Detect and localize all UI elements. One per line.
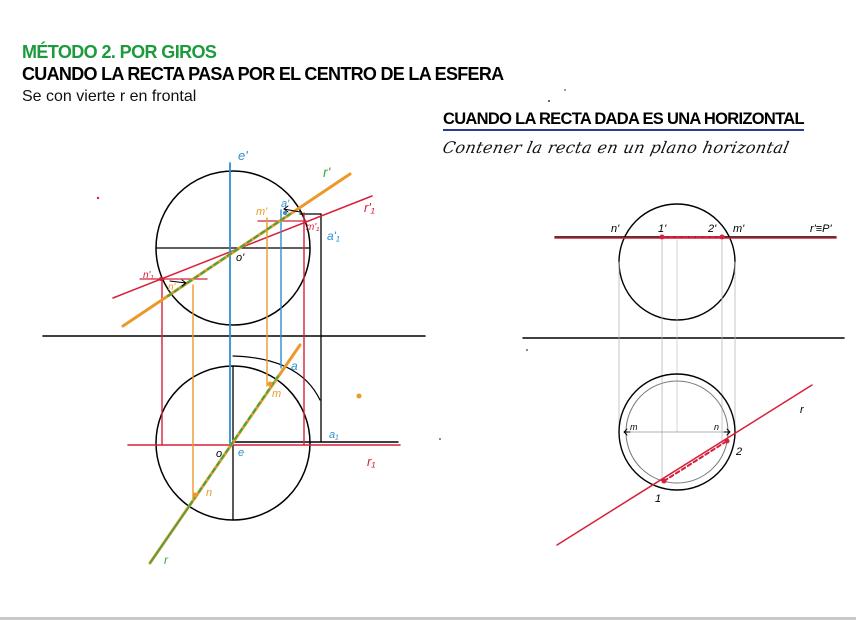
label-n: n: [206, 487, 213, 499]
label-m-prime-1: m'₁: [306, 222, 320, 233]
label-n-prime-right: n': [611, 223, 620, 235]
label-1: 1: [655, 493, 662, 505]
label-2: 2: [736, 446, 743, 458]
stray-speck-1: [548, 100, 550, 102]
stray-dot-orange: [357, 394, 362, 399]
label-m: m: [272, 388, 282, 400]
label-a-prime: a': [281, 198, 290, 210]
label-a: a: [291, 359, 298, 373]
stray-speck-2: [564, 89, 565, 90]
red-line-r: [557, 385, 812, 545]
red-dash-lower: [664, 441, 727, 481]
point-2-prime: [720, 235, 725, 240]
label-m-prime: m': [256, 206, 268, 218]
handwritten-note: Contener la recta en un plano horizontal: [440, 138, 792, 157]
stray-speck-4: [526, 349, 528, 351]
label-n-prime-1: n'₁: [143, 270, 154, 281]
label-e-prime: e': [238, 148, 248, 163]
label-a-prime-1: a'₁: [327, 229, 340, 243]
label-n-right: n: [714, 422, 720, 432]
label-e: e: [238, 447, 245, 459]
point-a-prime: [283, 211, 287, 215]
point-m: [268, 382, 273, 387]
label-r-right: r: [800, 404, 804, 416]
label-1-prime: 1': [658, 223, 667, 235]
right-diagram: [439, 89, 844, 545]
label-2-prime: 2': [708, 223, 717, 235]
label-a-1: a₁: [329, 429, 339, 441]
green-line-lower: [150, 505, 190, 563]
stray-speck-3: [439, 438, 441, 440]
label-o: o: [216, 448, 223, 460]
arrow-n: [724, 429, 730, 435]
label-r-1: r₁: [367, 454, 376, 469]
label-n-prime: n': [168, 282, 176, 293]
label-o-prime: o': [236, 252, 245, 264]
point-1-prime: [660, 235, 665, 240]
label-m-right: m: [630, 422, 638, 432]
point-n1-prime: [159, 277, 163, 281]
label-m-prime-right: m': [733, 223, 745, 235]
label-r: r: [164, 553, 168, 567]
label-r-prime-1: r'₁: [364, 200, 375, 215]
case-title: CUANDO LA RECTA PASA POR EL CENTRO DE LA ESFERA: [22, 64, 504, 84]
point-1: [662, 479, 667, 484]
left-diagram: [43, 148, 425, 567]
method-title: MÉTODO 2. POR GIROS: [22, 42, 217, 62]
label-r-prime: r': [323, 164, 331, 180]
subtitle: Se con vierte r en frontal: [22, 88, 197, 105]
stray-dot-red: [97, 197, 99, 199]
label-r-p-prime: r'≡P': [810, 223, 832, 235]
point-2: [725, 439, 730, 444]
point-n: [193, 493, 198, 498]
horizontal-case-title: CUANDO LA RECTA DADA ES UNA HORIZONTAL: [443, 110, 804, 131]
